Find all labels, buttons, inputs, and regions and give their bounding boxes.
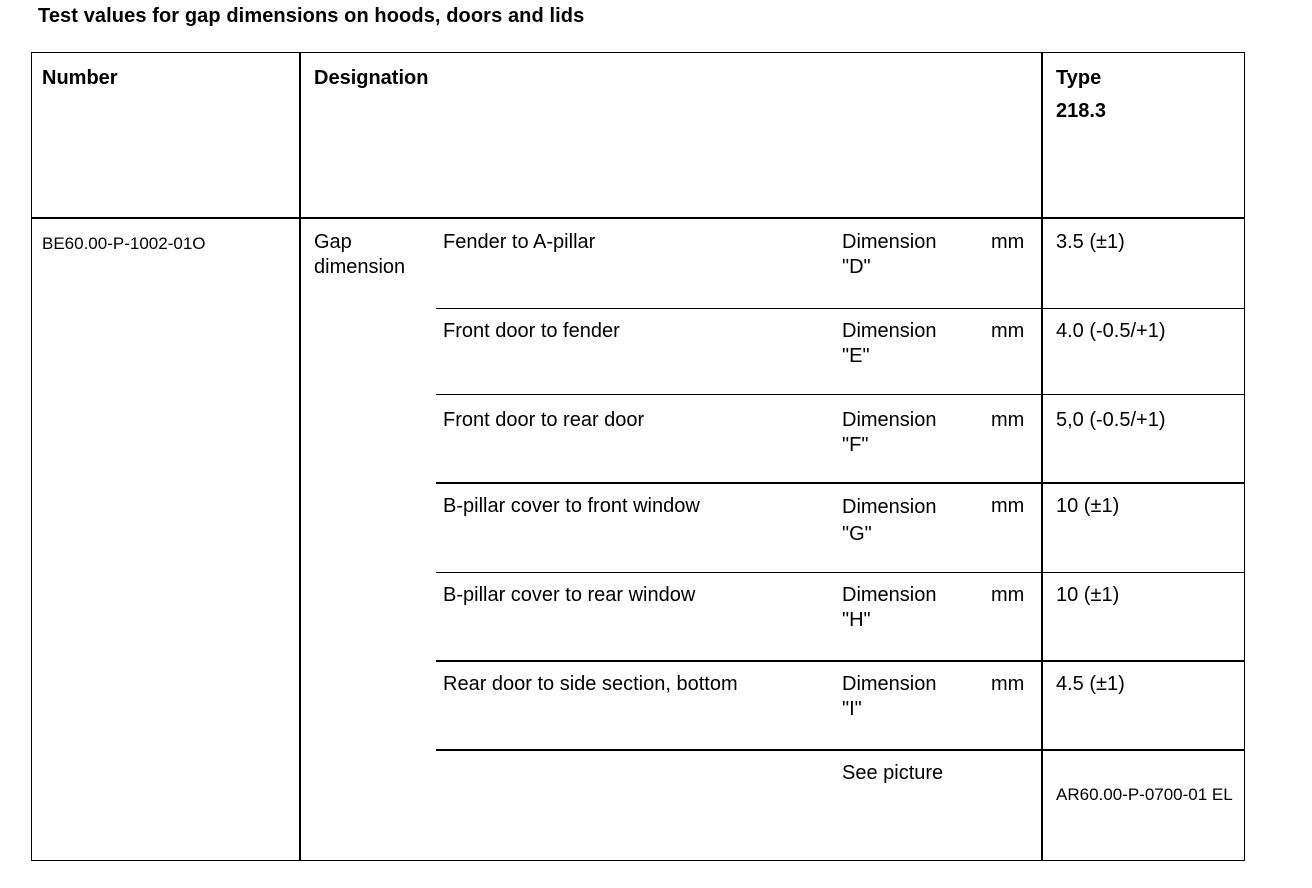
- designation-label: Gap dimension: [314, 231, 406, 278]
- row-separator: [436, 572, 1245, 573]
- row-separator: [436, 749, 1245, 751]
- header-number: Number: [42, 67, 118, 89]
- row-value: 4.5 (±1): [1056, 673, 1125, 695]
- table-left-border: [31, 52, 32, 861]
- page-title: Test values for gap dimensions on hoods, doors and lids: [38, 5, 585, 27]
- header-type-value: 218.3: [1056, 100, 1107, 122]
- row-separator: [436, 660, 1245, 662]
- row-separator: [436, 482, 1245, 484]
- row-unit: mm: [991, 584, 1025, 606]
- row-description: Front door to fender: [443, 320, 620, 342]
- row-value: 10 (±1): [1056, 495, 1120, 517]
- header-type: Type: [1056, 67, 1102, 89]
- document-number: BE60.00-P-1002-01O: [42, 234, 206, 253]
- row-value: 5,0 (-0.5/+1): [1056, 409, 1166, 431]
- row-description: B-pillar cover to rear window: [443, 584, 696, 606]
- row-value: 4.0 (-0.5/+1): [1056, 320, 1166, 342]
- row-dimension: Dimension "I": [842, 673, 937, 720]
- row-value: 10 (±1): [1056, 584, 1120, 606]
- row-unit: mm: [991, 320, 1025, 342]
- header-designation: Designation: [314, 67, 429, 89]
- column-divider-type: [1041, 52, 1043, 861]
- row-dimension: Dimension "D": [842, 231, 937, 278]
- row-dimension: Dimension "H": [842, 584, 937, 631]
- row-unit: mm: [991, 409, 1025, 431]
- row-dimension: Dimension "E": [842, 320, 937, 367]
- row-unit: mm: [991, 673, 1025, 695]
- reference-link[interactable]: AR60.00-P-0700-01 EL: [1056, 785, 1233, 804]
- row-unit: mm: [991, 231, 1025, 253]
- row-description: Rear door to side section, bottom: [443, 673, 738, 695]
- row-value: 3.5 (±1): [1056, 231, 1125, 253]
- row-description: Fender to A-pillar: [443, 231, 596, 253]
- row-dimension: Dimension "F": [842, 409, 937, 456]
- see-picture-label: See picture: [842, 762, 944, 784]
- row-description: B-pillar cover to front window: [443, 495, 700, 517]
- table-right-border: [1244, 52, 1245, 861]
- row-dimension: Dimension "G": [842, 496, 937, 545]
- row-separator: [436, 308, 1245, 309]
- row-separator: [436, 394, 1245, 395]
- header-bottom-border: [31, 217, 1245, 219]
- column-divider-number: [299, 52, 301, 861]
- table-top-border: [31, 52, 1245, 53]
- row-unit: mm: [991, 495, 1025, 517]
- row-description: Front door to rear door: [443, 409, 645, 431]
- table-bottom-border: [31, 860, 1245, 861]
